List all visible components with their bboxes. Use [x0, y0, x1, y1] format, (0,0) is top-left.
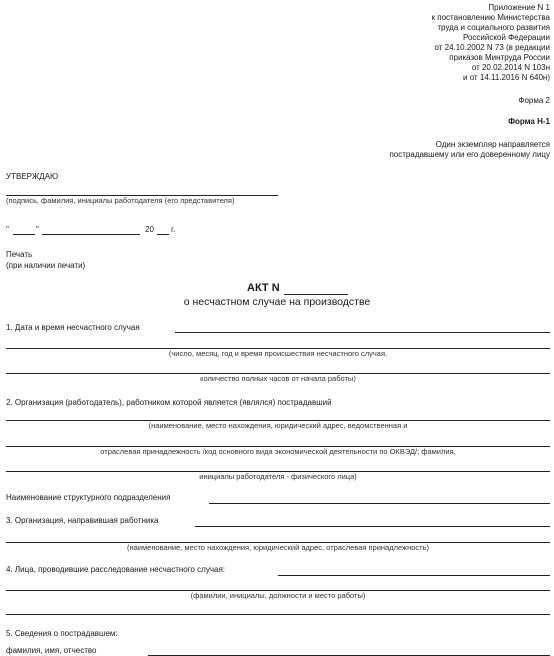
appendix-line: к постановлению Министерства — [431, 13, 550, 22]
form-number: Форма 2 — [518, 96, 550, 105]
field-2-caption: инициалы работодателя - физического лица) — [199, 472, 357, 481]
field-4-caption: (фамилии, инициалы, должности и место работы) — [190, 591, 366, 600]
field-1-label: 1. Дата и время несчастного случая — [6, 323, 140, 332]
date-open-quote: " — [6, 225, 9, 234]
appendix-line: и от 14.11.2016 N 640н) — [463, 73, 550, 82]
field-3-label: 3. Организация, направившая работника — [6, 516, 159, 525]
field-4-input[interactable] — [278, 575, 550, 576]
year-suffix: г. — [171, 225, 176, 234]
appendix-line: приказов Минтруда России — [449, 53, 550, 62]
act-number-field[interactable] — [284, 294, 348, 295]
unit-label: Наименование структурного подразделения — [6, 493, 171, 502]
appendix-line: труда и социального развития — [437, 23, 550, 32]
field-4-input-3[interactable] — [6, 614, 550, 615]
signature-caption: (подпись, фамилия, инициалы работодателя (его представителя) — [6, 196, 235, 205]
field-4-label: 4. Лица, проводившие расследование несчастного случая: — [6, 565, 226, 574]
appendix-line: от 24.10.2002 N 73 (в редакции — [434, 43, 550, 52]
appendix-line: Российской Федерации — [463, 33, 550, 42]
copy-note: Один экземпляр направляется — [435, 140, 550, 149]
field-3-caption: (наименование, место нахождения, юридический адрес, отраслевая принадлежность) — [127, 543, 429, 552]
day-field[interactable] — [13, 234, 35, 235]
field-1-input[interactable] — [175, 332, 550, 333]
act-title: АКТ N — [247, 282, 280, 294]
appendix-line: от 20.02.2014 N 103н — [471, 63, 550, 72]
appendix-line: Приложение N 1 — [488, 3, 550, 12]
month-field[interactable] — [42, 234, 140, 235]
field-1-caption: количество полных часов от начала работы) — [200, 374, 356, 383]
field-2-label: 2. Организация (работодатель), работником которой является (являлся) пострадавший — [6, 398, 332, 407]
field-1-caption: (число, месяц, год и время происшествия несчастного случая, — [168, 349, 388, 358]
field-5-label: 5. Сведения о пострадавшем: — [6, 629, 118, 638]
field-2-caption: (наименование, место нахождения, юридический адрес, ведомственная и — [148, 421, 408, 430]
stamp-label: Печать — [6, 250, 33, 259]
date-close-quote: " — [36, 225, 39, 234]
field-5-name-label: фамилия, имя, отчество — [6, 646, 97, 655]
form-code: Форма Н-1 — [508, 117, 550, 126]
unit-input[interactable] — [209, 503, 550, 504]
field-3-input[interactable] — [195, 526, 550, 527]
act-subtitle: о несчастном случае на производстве — [183, 296, 371, 308]
stamp-note: (при наличии печати) — [6, 261, 86, 270]
approval-heading: УТВЕРЖДАЮ — [6, 172, 59, 181]
year-prefix: 20 — [145, 225, 154, 234]
field-2-caption: отраслевая принадлежность /код основного вида экономической деятельности по ОКВЭД/; фамилия, — [100, 447, 456, 456]
year-field[interactable] — [157, 234, 169, 235]
copy-note: пострадавшему или его доверенному лицу — [389, 150, 550, 159]
